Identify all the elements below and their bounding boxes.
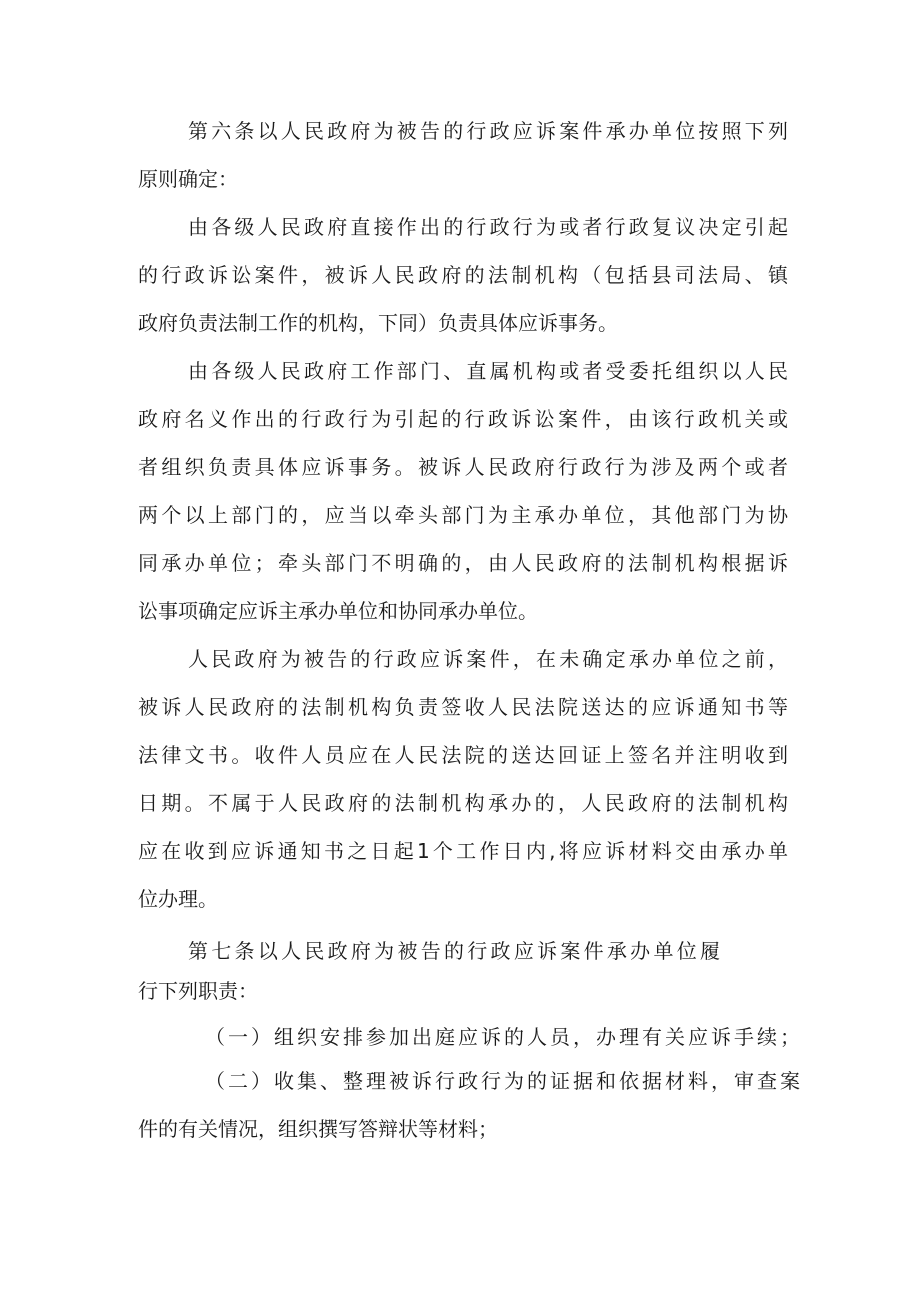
paragraph-line: 同承办单位；牵头部门不明确的，由人民政府的法制机构根据诉 xyxy=(138,551,788,575)
paragraph-line: 政府负责法制工作的机构，下同）负责具体应诉事务。 xyxy=(138,311,618,335)
article-6-heading: 第六条以人民政府为被告的行政应诉案件承办单位按照下列 xyxy=(188,119,788,143)
duty-item-2: （二）收集、整理被诉行政行为的证据和依据材料，审查案 xyxy=(205,1069,800,1093)
paragraph-line: 被诉人民政府的法制机构负责签收人民法院送达的应诉通知书等 xyxy=(138,695,788,719)
article-7-heading: 第七条以人民政府为被告的行政应诉案件承办单位履 xyxy=(188,939,720,963)
paragraph-line: 日期。不属于人民政府的法制机构承办的，人民政府的法制机构 xyxy=(138,791,788,815)
paragraph-line: 应在收到应诉通知书之日起1个工作日内,将应诉材料交由承办单 xyxy=(138,839,788,863)
duty-item-2-cont: 件的有关情况，组织撰写答辩状等材料； xyxy=(138,1117,498,1141)
paragraph-line: 位办理。 xyxy=(138,887,218,911)
article-7-heading-cont: 行下列职责： xyxy=(138,979,258,1003)
paragraph-line: 政府名义作出的行政行为引起的行政诉讼案件，由该行政机关或 xyxy=(138,407,788,431)
paragraph-line: 人民政府为被告的行政应诉案件，在未确定承办单位之前， xyxy=(188,647,788,671)
paragraph-line: 讼事项确定应诉主承办单位和协同承办单位。 xyxy=(138,599,538,623)
paragraph-line: 由各级人民政府直接作出的行政行为或者行政复议决定引起 xyxy=(188,215,788,239)
paragraph-line: 的行政诉讼案件，被诉人民政府的法制机构（包括县司法局、镇 xyxy=(138,263,788,287)
article-6-heading-cont: 原则确定： xyxy=(138,167,238,191)
paragraph-line: 两个以上部门的，应当以牵头部门为主承办单位，其他部门为协 xyxy=(138,503,788,527)
duty-item-1: （一）组织安排参加出庭应诉的人员，办理有关应诉手续； xyxy=(205,1025,800,1049)
paragraph-line: 由各级人民政府工作部门、直属机构或者受委托组织以人民 xyxy=(188,359,788,383)
paragraph-line: 法律文书。收件人员应在人民法院的送达回证上签名并注明收到 xyxy=(138,743,788,767)
paragraph-line: 者组织负责具体应诉事务。被诉人民政府行政行为涉及两个或者 xyxy=(138,455,788,479)
